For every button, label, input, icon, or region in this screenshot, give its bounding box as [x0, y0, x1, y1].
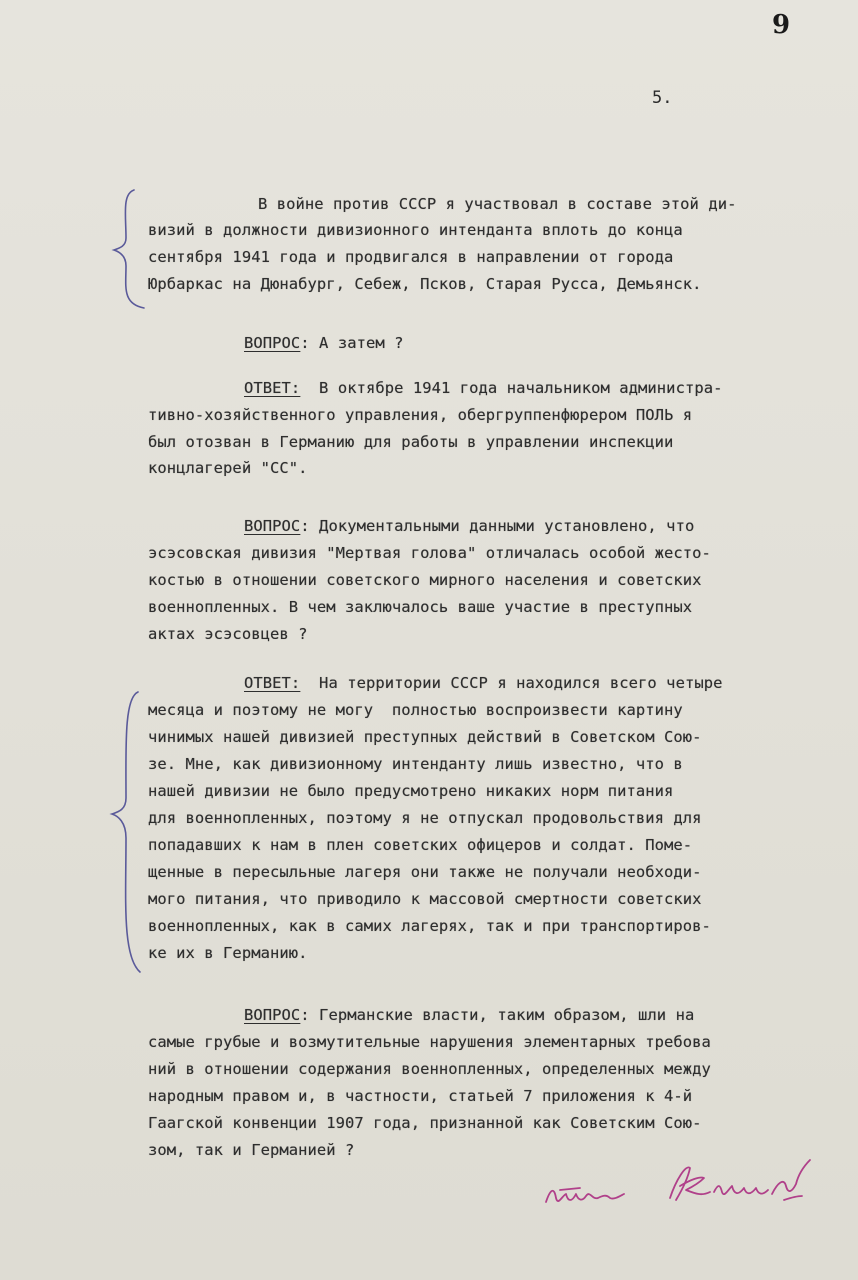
paragraph-line: тивно-хозяйственного управления, обергруппенфюрером ПОЛЬ я — [148, 406, 693, 424]
paragraph-line: зом, так и Германией ? — [148, 1141, 355, 1159]
paragraph-line: ний в отношении содержания военнопленных, определенных между — [148, 1060, 711, 1078]
answer-label: ОТВЕТ: — [244, 674, 301, 692]
paragraph-line: концлагерей "СС". — [148, 459, 308, 477]
paragraph-line: сентября 1941 года и продвигался в направлении от города — [148, 248, 674, 266]
margin-bracket-top — [108, 186, 148, 312]
question-line: ВОПРОС: Германские власти, таким образом, шли на — [244, 1006, 695, 1024]
answer-line: ОТВЕТ: На территории СССР я находился всего четыре — [244, 674, 723, 692]
paragraph-line: актах эсэсовцев ? — [148, 625, 308, 643]
paragraph-line: визий в должности дивизионного интенданта вплоть до конца — [148, 221, 683, 239]
margin-bracket-bottom — [108, 688, 148, 978]
paragraph-line: чинимых нашей дивизией преступных действий в Советском Сою- — [148, 728, 702, 746]
signature — [540, 1150, 830, 1220]
paragraph-line: Гаагской конвенции 1907 года, признанной как Советским Сою- — [148, 1114, 702, 1132]
answer-label: ОТВЕТ: — [244, 379, 301, 397]
answer-line: ОТВЕТ: В октябре 1941 года начальником администра- — [244, 379, 723, 397]
paragraph-line: месяца и поэтому не могу полностью воспроизвести картину — [148, 701, 683, 719]
question-line: ВОПРОС: А затем ? — [244, 334, 404, 352]
paragraph-line: попадавших к нам в плен советских офицеров и солдат. Поме- — [148, 836, 693, 854]
question-label: ВОПРОС — [244, 334, 301, 352]
paragraph-line: народным правом и, в частности, статьей 7 приложения к 4-й — [148, 1087, 693, 1105]
paragraph-line: костью в отношении советского мирного населения и советских — [148, 571, 702, 589]
paragraph-line: эсэсовская дивизия "Мертвая голова" отличалась особой жесто- — [148, 544, 711, 562]
paragraph-line: самые грубые и возмутительные нарушения элементарных требова — [148, 1033, 711, 1051]
paragraph-line: нашей дивизии не было предусмотрено никаких норм питания — [148, 782, 674, 800]
question-label: ВОПРОС — [244, 1006, 301, 1024]
archive-page-number: 9 — [772, 10, 791, 40]
question-label: ВОПРОС — [244, 517, 301, 535]
paragraph-line: был отозван в Германию для работы в управлении инспекции — [148, 433, 674, 451]
page-number: 5. — [652, 88, 673, 108]
paragraph-line: ке их в Германию. — [148, 944, 308, 962]
paragraph-line: для военнопленных, поэтому я не отпускал продовольствия для — [148, 809, 702, 827]
paragraph-line: Юрбаркас на Дюнабург, Себеж, Псков, Старая Русса, Демьянск. — [148, 275, 702, 293]
paragraph-line: военнопленных. В чем заключалось ваше участие в преступных — [148, 598, 693, 616]
paragraph-line: мого питания, что приводило к массовой смертности советских — [148, 890, 702, 908]
question-line: ВОПРОС: Документальными данными установлено, что — [244, 517, 695, 535]
paragraph-line: военнопленных, как в самих лагерях, так и при транспортиров- — [148, 917, 711, 935]
paragraph-line: щенные в пересыльные лагеря они также не получали необходи- — [148, 863, 702, 881]
paragraph-line: зе. Мне, как дивизионному интенданту лишь известно, что в — [148, 755, 683, 773]
paragraph-line: В войне против СССР я участвовал в составе этой ди- — [258, 195, 737, 213]
